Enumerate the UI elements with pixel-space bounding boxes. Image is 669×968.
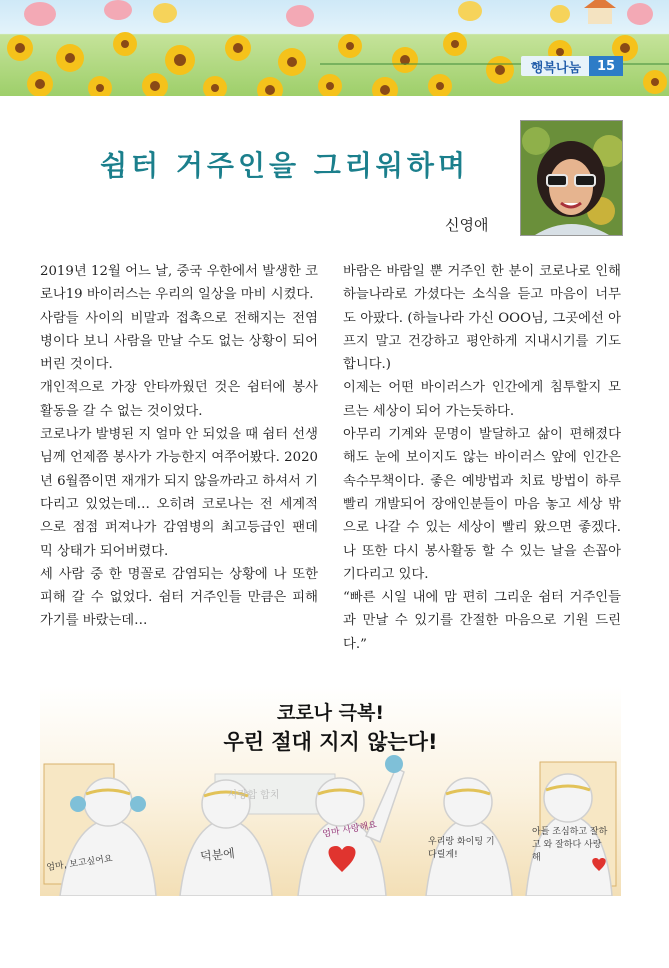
illustration-headline: 코로나 극복! — [276, 702, 385, 724]
page-number: 15 — [589, 56, 623, 76]
background-sign: 사랑합 합치 — [228, 790, 280, 801]
paragraph: 사람들 사이의 비말과 접촉으로 전해지는 전염병이다 보니 사람을 만날 수도 없는 상황이 되어 버린 것이다. — [40, 310, 318, 373]
article-column-left — [40, 260, 318, 633]
paragraph: 코로나가 발병된 지 얼마 안 되었을 때 쉼터 선생님께 언제쯤 봉사가 가능한지 여쭈어봤다. 2020년 6월쯤이면 재개가 되지 않을까라고 하셔서 기다리고 있었는데… 오히려 코로나는 전 세계적으로 점점 퍼져나가 감염병의 최고등급인 팬데믹 상태가 되어버렸다. — [40, 427, 318, 559]
suit-writing: 우리랑 화이팅 기다릴게! — [428, 837, 495, 860]
section-name: 행복나눔 — [530, 60, 581, 76]
illustration-slogan: 우린 절대 지지 않는다! — [223, 730, 438, 754]
author-photo — [520, 120, 623, 236]
sunflower-field-illustration — [0, 0, 669, 96]
paragraph: 세 사람 중 한 명꼴로 감염되는 상황에 나 또한 피해 갈 수 없었다. 쉼터 거주인들 만큼은 피해 가기를 바랐는데… — [40, 566, 318, 629]
paragraph: 바람은 바람일 뿐 거주인 한 분이 코로나로 인해 하늘나라로 가셨다는 소식을 듣고 마음이 너무도 아팠다. (하늘나라 가신 OOO님, 그곳에선 아프지 말고 건강하고 평안하게 지내시기를 기도합니다.) — [343, 264, 621, 373]
suit-writing: 아들 조심하고 잘하고 와 잘하다 사랑해 — [532, 827, 608, 863]
article-column-right — [343, 260, 621, 656]
article-title: 쉼터 거주인을 그리워하며 — [100, 149, 470, 182]
paragraph: 개인적으로 가장 안타까웠던 것은 쉼터에 봉사활동을 갈 수 없는 것이었다. — [40, 380, 318, 419]
paragraph: 이제는 어떤 바이러스가 인간에게 침투할지 모르는 세상이 되어 가는듯하다. — [343, 380, 621, 419]
paragraph: “빠른 시일 내에 맘 편히 그리운 쉼터 거주인들과 만날 수 있기를 간절한 마음으로 기원 드린다.” — [343, 590, 621, 652]
suit-writing: 엄마, 보고싶어요 — [45, 854, 114, 874]
author-name: 신영애 — [445, 216, 489, 234]
paragraph: 아무리 기계와 문명이 발달하고 삶이 편해졌다 해도 눈에 보이지도 않는 바이러스 앞에 인간은 속수무책이다. 좋은 예방법과 치료 방법이 하루 빨리 개발되어 장애인분들이 마음 놓고 세상 밖으로 나갈 수 있는 세상이 빨리 왔으면 좋겠다. 나 또한 다시 봉사활동 할 수 있는 날을 손꼽아 기다리고 있다. — [343, 427, 621, 582]
header-banner — [0, 0, 669, 96]
suit-writing: 덕분에 — [199, 846, 236, 864]
page-badge — [521, 56, 623, 76]
covid-illustration — [40, 686, 621, 896]
paragraph: 2019년 12월 어느 날, 중국 우한에서 발생한 코로나19 바이러스는 우리의 일상을 마비 시켰다. — [40, 264, 318, 303]
suit-writing: 엄마 사랑해요 — [321, 820, 378, 840]
